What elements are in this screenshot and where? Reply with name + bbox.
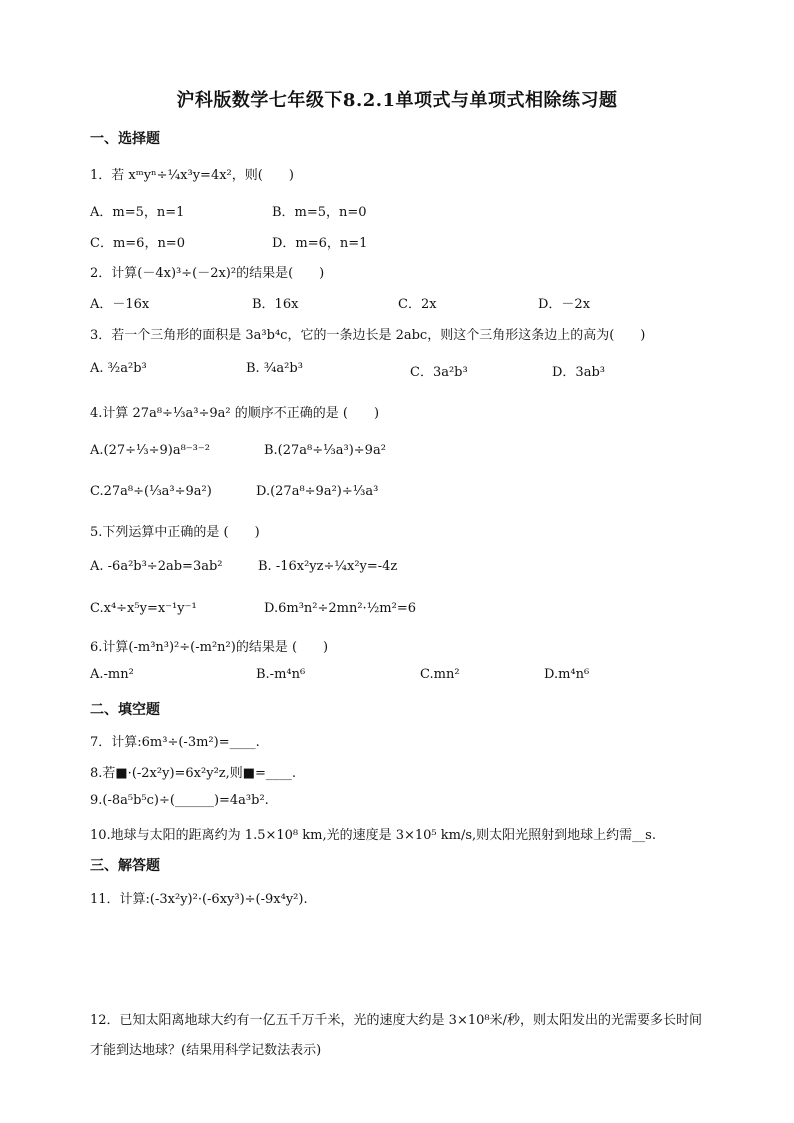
question-3-option-c: C．3a²b³ xyxy=(410,365,468,380)
question-4-option-a: A.(27÷⅓÷9)a⁸⁻³⁻² xyxy=(90,443,210,458)
question-2-option-b: B．16x xyxy=(252,297,299,312)
question-1-stem: 1．若 xᵐyⁿ÷¼x³y=4x²，则( ) xyxy=(90,168,294,183)
question-5-option-c: C.x⁴÷x⁵y=x⁻¹y⁻¹ xyxy=(90,601,197,616)
question-1-option-c: C．m=6，n=0 xyxy=(90,236,185,251)
section-heading-solve: 三、解答题 xyxy=(90,858,160,874)
question-4-option-b: B.(27a⁸÷⅓a³)÷9a² xyxy=(264,443,386,458)
section-heading-choice: 一、选择题 xyxy=(90,131,160,147)
question-1-option-b: B．m=5，n=0 xyxy=(272,205,367,220)
question-3-stem: 3．若一个三角形的面积是 3a³b⁴c，它的一条边长是 2abc，则这个三角形这条边上的高为( ) xyxy=(90,328,646,343)
question-5-option-d: D.6m³n²÷2mn²·½m²=6 xyxy=(264,601,416,616)
question-6-option-c: C.mn² xyxy=(420,667,460,682)
question-2-stem: 2．计算(－4x)³÷(－2x)²的结果是( ) xyxy=(90,266,325,281)
section-heading-fill: 二、填空题 xyxy=(90,702,160,718)
question-6-option-a: A.-mn² xyxy=(90,667,134,682)
question-5-stem: 5.下列运算中正确的是 ( ) xyxy=(90,525,260,540)
question-3-option-a: A. ³⁄₂a²b³ xyxy=(90,361,147,376)
question-10: 10.地球与太阳的距离约为 1.5×10⁸ km,光的速度是 3×10⁵ km/s,则太阳光照射到地球上约需__s. xyxy=(90,828,656,843)
question-5-option-b: B. -16x²yz÷¼x²y=-4z xyxy=(258,559,398,574)
document-title: 沪科版数学七年级下8.2.1单项式与单项式相除练习题 xyxy=(176,90,618,111)
question-3-option-b: B. ³⁄₄a²b³ xyxy=(246,361,303,376)
question-4-option-d: D.(27a⁸÷9a²)÷⅓a³ xyxy=(256,484,379,499)
question-9: 9.(-8a⁵b⁵c)÷(______)=4a³b². xyxy=(90,793,269,808)
question-6-stem: 6.计算(-m³n³)²÷(-m²n²)的结果是 ( ) xyxy=(90,640,329,655)
question-1-option-a: A．m=5，n=1 xyxy=(90,205,185,220)
question-11: 11．计算:(-3x²y)²·(-6xy³)÷(-9x⁴y²). xyxy=(90,892,308,907)
question-4-stem: 4.计算 27a⁸÷⅓a³÷9a² 的顺序不正确的是 ( ) xyxy=(90,406,380,421)
question-1-option-d: D．m=6，n=1 xyxy=(272,236,368,251)
question-8: 8.若■·(-2x²y)=6x²y²z,则■=____. xyxy=(90,766,297,781)
question-2-option-d: D．－2x xyxy=(538,297,591,312)
question-3-option-d: D．3ab³ xyxy=(552,365,605,380)
question-6-option-d: D.m⁴n⁶ xyxy=(544,667,590,682)
question-2-option-c: C．2x xyxy=(398,297,437,312)
question-4-option-c: C.27a⁸÷(⅓a³÷9a²) xyxy=(90,484,212,499)
question-2-option-a: A．－16x xyxy=(90,297,150,312)
question-6-option-b: B.-m⁴n⁶ xyxy=(256,667,306,682)
question-12: 12．已知太阳离地球大约有一亿五千万千米，光的速度大约是 3×10⁸米/秒，则太阳发出的光需要多长时间才能到达地球？(结果用科学记数法表示) xyxy=(90,1013,702,1058)
question-5-option-a: A. -6a²b³÷2ab=3ab² xyxy=(90,559,223,574)
question-7: 7．计算:6m³÷(-3m²)=____. xyxy=(90,735,260,750)
